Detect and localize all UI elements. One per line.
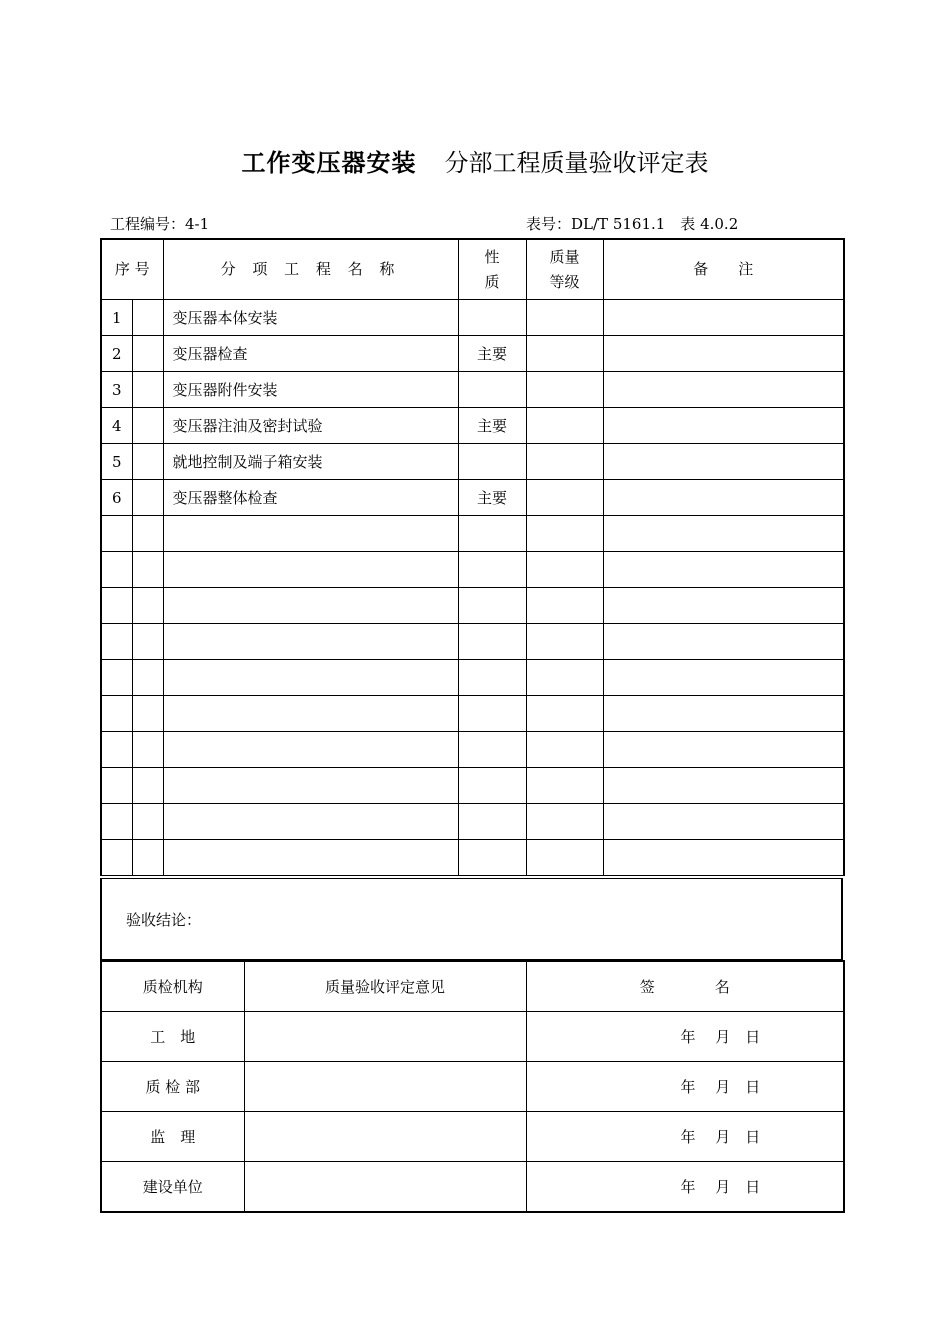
signature-row bbox=[101, 1062, 844, 1112]
row-grade[interactable] bbox=[526, 768, 603, 804]
row-number[interactable] bbox=[101, 768, 132, 804]
row-grade[interactable] bbox=[526, 840, 603, 876]
sub-project-table bbox=[100, 238, 845, 876]
row-number: 1 bbox=[101, 300, 132, 336]
row-number: 2 bbox=[101, 336, 132, 372]
empty-table-row bbox=[101, 840, 844, 876]
row-sub[interactable] bbox=[132, 696, 163, 732]
signature-row bbox=[101, 1012, 844, 1062]
row-name[interactable] bbox=[163, 552, 458, 588]
header-grade bbox=[526, 239, 603, 300]
row-remark[interactable] bbox=[603, 624, 844, 660]
row-grade[interactable] bbox=[526, 516, 603, 552]
row-name[interactable] bbox=[163, 588, 458, 624]
header-name: 分 项 工 程 名 称 bbox=[163, 239, 458, 300]
sign-org: 质 检 部 bbox=[101, 1062, 244, 1112]
row-name: 就地控制及端子箱安装 bbox=[163, 444, 458, 480]
row-number[interactable] bbox=[101, 624, 132, 660]
row-name: 变压器整体检查 bbox=[163, 480, 458, 516]
row-nature bbox=[458, 444, 526, 480]
row-remark[interactable] bbox=[603, 516, 844, 552]
row-number[interactable] bbox=[101, 732, 132, 768]
row-remark[interactable] bbox=[603, 300, 844, 336]
row-name[interactable] bbox=[163, 516, 458, 552]
row-nature: 主要 bbox=[458, 336, 526, 372]
header-seq: 序 号 bbox=[101, 239, 163, 300]
row-grade[interactable] bbox=[526, 408, 603, 444]
row-sub bbox=[132, 480, 163, 516]
sign-opinion[interactable] bbox=[244, 1012, 526, 1062]
page-title bbox=[0, 146, 950, 180]
row-remark[interactable] bbox=[603, 480, 844, 516]
row-remark[interactable] bbox=[603, 336, 844, 372]
row-sub bbox=[132, 444, 163, 480]
table-row bbox=[101, 480, 844, 516]
row-number: 3 bbox=[101, 372, 132, 408]
empty-table-row bbox=[101, 588, 844, 624]
row-sub[interactable] bbox=[132, 804, 163, 840]
row-remark[interactable] bbox=[603, 768, 844, 804]
table-row bbox=[101, 408, 844, 444]
row-remark[interactable] bbox=[603, 372, 844, 408]
row-nature: 主要 bbox=[458, 480, 526, 516]
header-nature-line2: 质 bbox=[484, 272, 500, 291]
row-nature[interactable] bbox=[458, 588, 526, 624]
row-grade[interactable] bbox=[526, 300, 603, 336]
row-name: 变压器附件安装 bbox=[163, 372, 458, 408]
row-grade[interactable] bbox=[526, 660, 603, 696]
row-nature[interactable] bbox=[458, 624, 526, 660]
table-header-row bbox=[101, 239, 844, 300]
row-nature[interactable] bbox=[458, 660, 526, 696]
row-number: 5 bbox=[101, 444, 132, 480]
sign-header-opinion: 质量验收评定意见 bbox=[244, 961, 526, 1012]
row-sub[interactable] bbox=[132, 624, 163, 660]
sign-date[interactable]: 年 月 日 bbox=[526, 1012, 844, 1062]
row-remark[interactable] bbox=[603, 552, 844, 588]
row-sub[interactable] bbox=[132, 840, 163, 876]
row-grade[interactable] bbox=[526, 588, 603, 624]
table-row bbox=[101, 444, 844, 480]
empty-table-row bbox=[101, 804, 844, 840]
title-bold: 工作变压器安装 bbox=[241, 148, 417, 177]
row-sub bbox=[132, 336, 163, 372]
title-normal: 分部工程质量验收评定表 bbox=[444, 149, 709, 177]
empty-table-row bbox=[101, 768, 844, 804]
row-name[interactable] bbox=[163, 732, 458, 768]
header-remark: 备 注 bbox=[603, 239, 844, 300]
row-sub[interactable] bbox=[132, 768, 163, 804]
sign-org: 建设单位 bbox=[101, 1162, 244, 1213]
row-number[interactable] bbox=[101, 516, 132, 552]
row-remark[interactable] bbox=[603, 444, 844, 480]
sign-date[interactable]: 年 月 日 bbox=[526, 1112, 844, 1162]
row-nature[interactable] bbox=[458, 768, 526, 804]
sign-org: 工 地 bbox=[101, 1012, 244, 1062]
empty-table-row bbox=[101, 696, 844, 732]
row-remark[interactable] bbox=[603, 732, 844, 768]
row-number[interactable] bbox=[101, 588, 132, 624]
row-number[interactable] bbox=[101, 552, 132, 588]
row-grade[interactable] bbox=[526, 480, 603, 516]
row-name[interactable] bbox=[163, 696, 458, 732]
row-grade[interactable] bbox=[526, 372, 603, 408]
row-sub[interactable] bbox=[132, 732, 163, 768]
sign-header-signature: 签 名 bbox=[526, 961, 844, 1012]
row-remark[interactable] bbox=[603, 408, 844, 444]
row-nature bbox=[458, 372, 526, 408]
project-number: 工程编号：4-1 bbox=[110, 215, 210, 233]
row-grade[interactable] bbox=[526, 804, 603, 840]
row-nature[interactable] bbox=[458, 516, 526, 552]
row-name[interactable] bbox=[163, 768, 458, 804]
signature-row bbox=[101, 1162, 844, 1213]
row-nature[interactable] bbox=[458, 696, 526, 732]
row-name: 变压器检查 bbox=[163, 336, 458, 372]
table-row bbox=[101, 336, 844, 372]
header-nature bbox=[458, 239, 526, 300]
row-sub[interactable] bbox=[132, 552, 163, 588]
row-nature[interactable] bbox=[458, 804, 526, 840]
sign-opinion[interactable] bbox=[244, 1162, 526, 1213]
empty-table-row bbox=[101, 552, 844, 588]
row-grade[interactable] bbox=[526, 444, 603, 480]
row-number: 6 bbox=[101, 480, 132, 516]
row-number[interactable] bbox=[101, 840, 132, 876]
sign-opinion[interactable] bbox=[244, 1062, 526, 1112]
sign-header-org: 质检机构 bbox=[101, 961, 244, 1012]
form-number: 表号：DL/T 5161.1 表 4.0.2 bbox=[526, 215, 739, 233]
row-remark[interactable] bbox=[603, 588, 844, 624]
row-remark[interactable] bbox=[603, 696, 844, 732]
row-name: 变压器注油及密封试验 bbox=[163, 408, 458, 444]
empty-table-row bbox=[101, 660, 844, 696]
table-row bbox=[101, 372, 844, 408]
conclusion-label: 验收结论： bbox=[101, 879, 842, 960]
row-remark[interactable] bbox=[603, 840, 844, 876]
sign-opinion[interactable] bbox=[244, 1112, 526, 1162]
row-grade[interactable] bbox=[526, 624, 603, 660]
row-number[interactable] bbox=[101, 696, 132, 732]
row-name[interactable] bbox=[163, 660, 458, 696]
row-nature[interactable] bbox=[458, 840, 526, 876]
signature-row bbox=[101, 1112, 844, 1162]
table-row bbox=[101, 300, 844, 336]
sign-org: 监 理 bbox=[101, 1112, 244, 1162]
row-sub[interactable] bbox=[132, 588, 163, 624]
row-sub bbox=[132, 372, 163, 408]
header-grade-line2: 等级 bbox=[549, 272, 580, 291]
sign-date[interactable]: 年 月 日 bbox=[526, 1162, 844, 1213]
row-nature[interactable] bbox=[458, 552, 526, 588]
sign-date[interactable]: 年 月 日 bbox=[526, 1062, 844, 1112]
row-name: 变压器本体安装 bbox=[163, 300, 458, 336]
row-remark[interactable] bbox=[603, 804, 844, 840]
empty-table-row bbox=[101, 732, 844, 768]
row-nature bbox=[458, 300, 526, 336]
row-number[interactable] bbox=[101, 804, 132, 840]
row-name[interactable] bbox=[163, 804, 458, 840]
row-grade[interactable] bbox=[526, 732, 603, 768]
row-nature[interactable] bbox=[458, 732, 526, 768]
signature-header-row bbox=[101, 961, 844, 1012]
row-grade[interactable] bbox=[526, 336, 603, 372]
row-number: 4 bbox=[101, 408, 132, 444]
header-nature-line1: 性 bbox=[484, 247, 500, 266]
signature-table bbox=[100, 960, 845, 1213]
empty-table-row bbox=[101, 624, 844, 660]
row-grade[interactable] bbox=[526, 552, 603, 588]
conclusion-box bbox=[100, 878, 843, 960]
row-grade[interactable] bbox=[526, 696, 603, 732]
row-number[interactable] bbox=[101, 660, 132, 696]
row-sub[interactable] bbox=[132, 516, 163, 552]
row-name[interactable] bbox=[163, 624, 458, 660]
row-sub bbox=[132, 408, 163, 444]
row-nature: 主要 bbox=[458, 408, 526, 444]
header-grade-line1: 质量 bbox=[549, 247, 580, 266]
row-remark[interactable] bbox=[603, 660, 844, 696]
row-name[interactable] bbox=[163, 840, 458, 876]
row-sub bbox=[132, 300, 163, 336]
empty-table-row bbox=[101, 516, 844, 552]
row-sub[interactable] bbox=[132, 660, 163, 696]
